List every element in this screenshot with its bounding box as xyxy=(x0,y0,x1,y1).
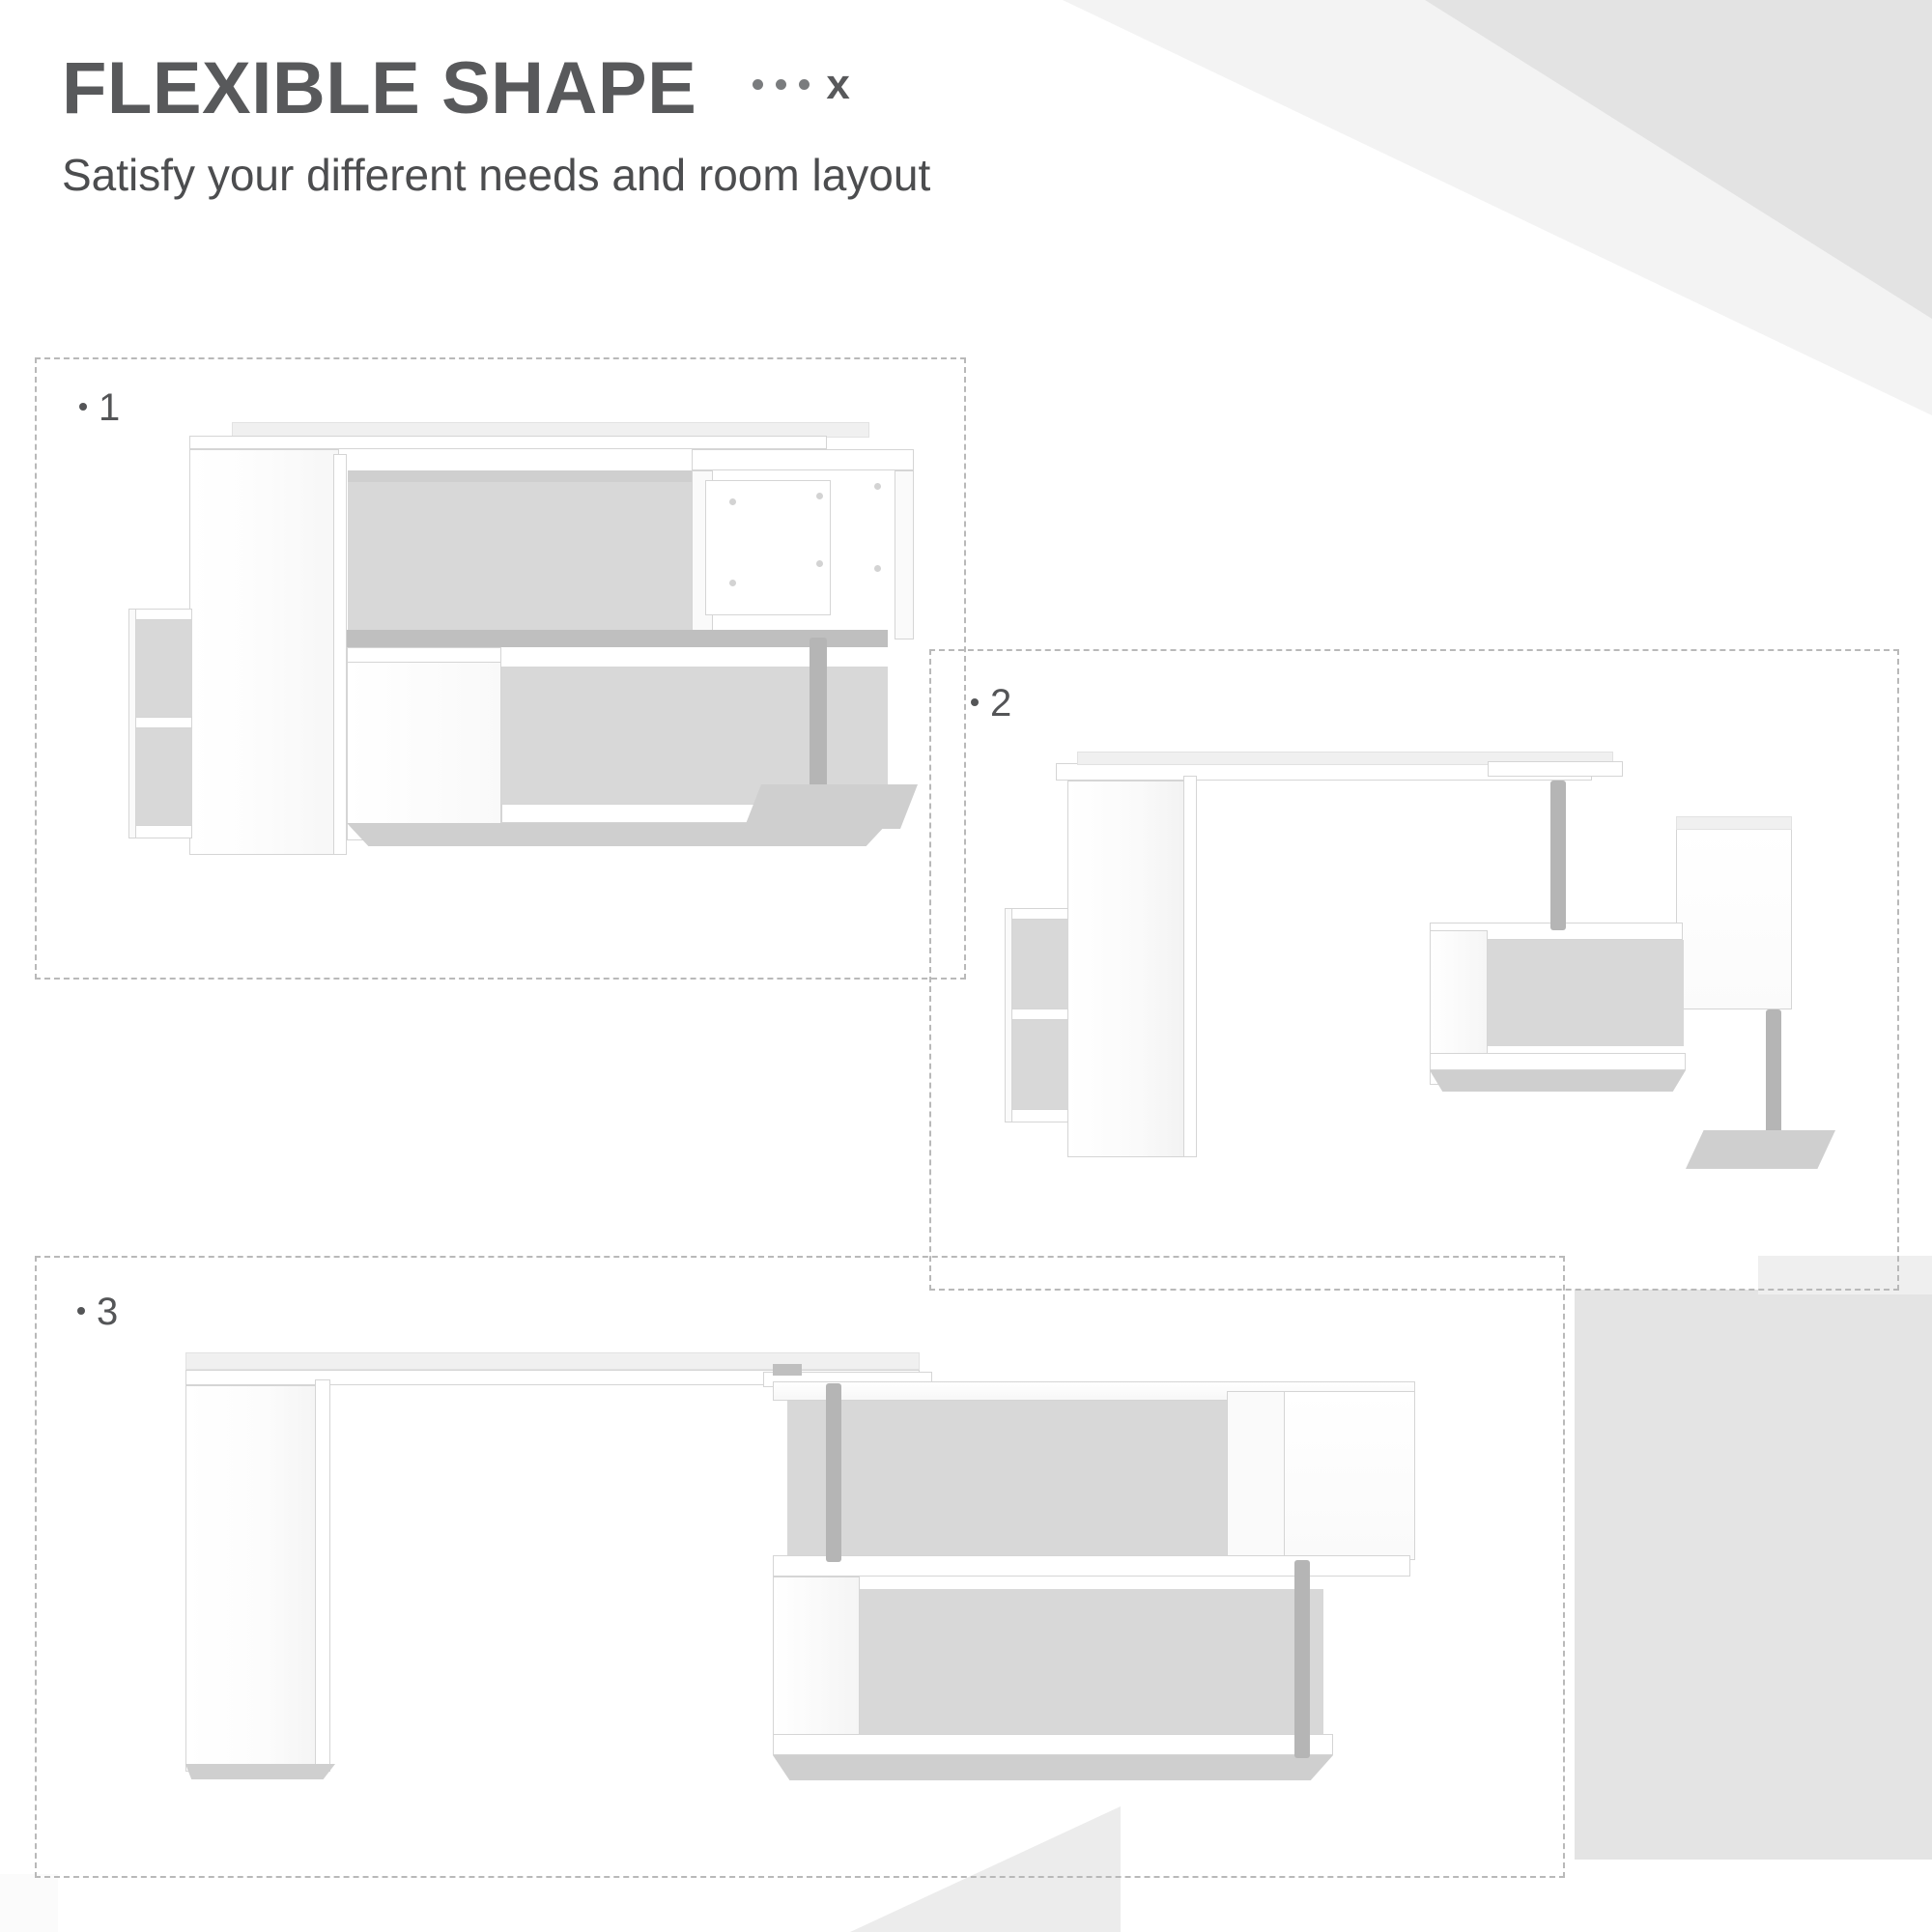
background-bottom-left-block xyxy=(0,1874,58,1932)
dot-icon xyxy=(776,79,786,90)
panel-2-number: 2 xyxy=(971,682,1011,725)
page-subtitle: Satisfy your different needs and room layout xyxy=(62,149,931,200)
title-row xyxy=(62,47,930,129)
background-right-grey-block xyxy=(1575,1290,1932,1860)
dot-icon xyxy=(753,79,763,90)
dot-icon xyxy=(799,79,810,90)
title-decoration xyxy=(753,60,850,114)
panel-1-number: 1 xyxy=(79,386,120,430)
x-icon: x xyxy=(826,60,850,108)
page-title: FLEXIBLE SHAPE xyxy=(62,47,697,129)
panel-3-number: 3 xyxy=(77,1291,118,1334)
header xyxy=(62,47,931,201)
